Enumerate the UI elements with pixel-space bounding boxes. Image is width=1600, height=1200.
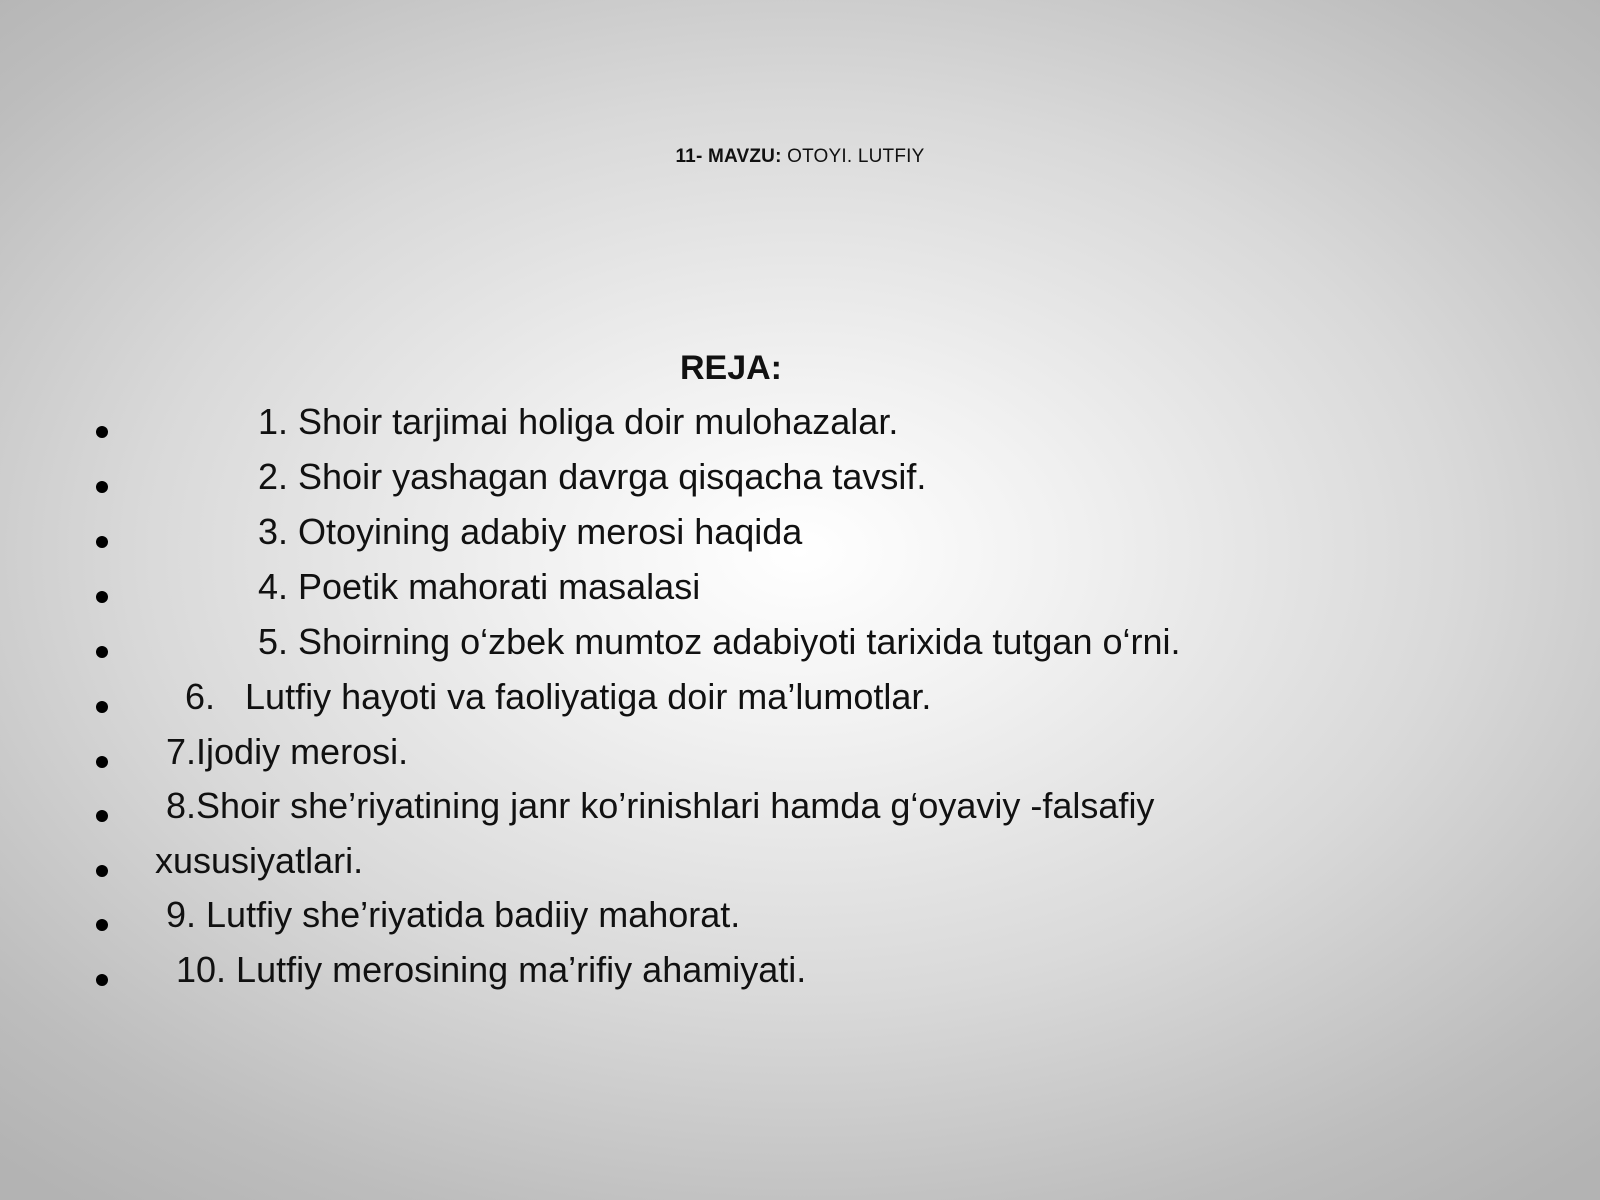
- bullet-icon: [96, 919, 108, 931]
- list-item-text: 6. Lutfiy hayoti va faoliyatiga doir ma’lumotlar.: [185, 676, 932, 717]
- slide-title-rest: OTOYI. LUTFIY: [781, 146, 925, 167]
- list-item-text: 10. Lutfiy merosining ma’rifiy ahamiyati.: [176, 949, 807, 990]
- bullet-icon: [96, 974, 108, 986]
- bullet-icon: [96, 756, 108, 768]
- list-item: [0, 455, 1600, 503]
- slide-title: [0, 146, 1600, 168]
- list-item: [0, 893, 1600, 941]
- list-item: [0, 839, 1600, 887]
- bullet-icon: [96, 481, 108, 493]
- list-item-text: 1. Shoir tarjimai holiga doir mulohazalar.: [258, 401, 899, 442]
- bullet-icon: [96, 646, 108, 658]
- list-item: [0, 510, 1600, 558]
- list-item-text: 8.Shoir she’riyatining janr ko’rinishlari hamda g‘oyaviy -falsafiy: [166, 785, 1155, 826]
- bullet-icon: [96, 536, 108, 548]
- list-item: [0, 784, 1600, 832]
- bullet-icon: [96, 426, 108, 438]
- bullet-icon: [96, 701, 108, 713]
- list-item-text: 5. Shoirning o‘zbek mumtoz adabiyoti tarixida tutgan o‘rni.: [258, 621, 1181, 662]
- list-item: [0, 675, 1600, 723]
- list-item-text: 7.Ijodiy merosi.: [166, 731, 409, 772]
- list-item-text: 9. Lutfiy she’riyatida badiiy mahorat.: [166, 894, 741, 935]
- list-item: [0, 620, 1600, 668]
- list-item-text: 3. Otoyining adabiy merosi haqida: [258, 511, 803, 552]
- list-item: [0, 565, 1600, 613]
- bullet-icon: [96, 865, 108, 877]
- bullet-icon: [96, 591, 108, 603]
- list-item-text: xususiyatlari.: [155, 840, 364, 881]
- list-item: [0, 948, 1600, 996]
- plan-heading: REJA:: [679, 349, 783, 387]
- list-item: [0, 730, 1600, 778]
- list-item-text: 4. Poetik mahorati masalasi: [258, 566, 701, 607]
- list-item: [0, 400, 1600, 448]
- slide-title-bold: 11- MAVZU:: [675, 146, 782, 167]
- list-item-text: 2. Shoir yashagan davrga qisqacha tavsif.: [258, 456, 927, 497]
- bullet-icon: [96, 810, 108, 822]
